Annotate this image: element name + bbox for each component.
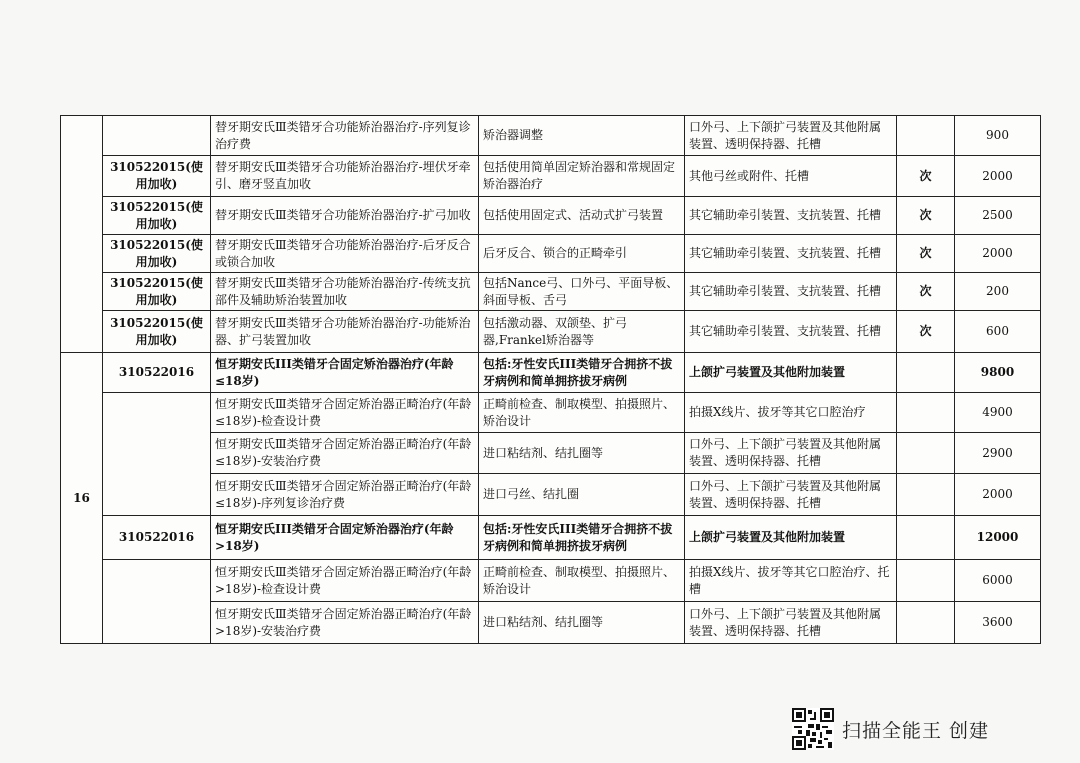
exclusion-cell: 拍摄X线片、拔牙等其它口腔治疗、托槽: [685, 560, 897, 602]
content-cell: 进口粘结剂、结扎圈等: [479, 433, 685, 474]
exclusion-cell: 其它辅助牵引装置、支抗装置、托槽: [685, 197, 897, 235]
unit-cell: [897, 602, 955, 644]
unit-cell: 次: [897, 197, 955, 235]
price-cell: 2000: [955, 235, 1041, 273]
name-cell: 替牙期安氏Ⅲ类错牙合功能矫治器治疗-后牙反合或锁合加收: [211, 235, 479, 273]
code-cell: 310522015(使用加收): [103, 311, 211, 353]
exclusion-cell: 口外弓、上下颌扩弓装置及其他附属装置、透明保持器、托槽: [685, 602, 897, 644]
table-row: [61, 156, 1041, 197]
exclusion-cell: 口外弓、上下颌扩弓装置及其他附属装置、透明保持器、托槽: [685, 474, 897, 516]
exclusion-cell: 口外弓、上下颌扩弓装置及其他附属装置、透明保持器、托槽: [685, 433, 897, 474]
exclusion-cell: 其它辅助牵引装置、支抗装置、托槽: [685, 235, 897, 273]
exclusion-cell: 其它辅助牵引装置、支抗装置、托槽: [685, 311, 897, 353]
price-cell: 2000: [955, 474, 1041, 516]
name-cell: 恒牙期安氏Ⅲ类错牙合固定矫治器正畸治疗(年龄≤18岁)-序列复诊治疗费: [211, 474, 479, 516]
exclusion-cell: 其他弓丝或附件、托槽: [685, 156, 897, 197]
name-cell: 恒牙期安氏Ⅲ类错牙合固定矫治器正畸治疗(年龄≤18岁)-检查设计费: [211, 393, 479, 433]
unit-cell: [897, 560, 955, 602]
unit-cell: [897, 474, 955, 516]
table-row: [61, 235, 1041, 273]
name-cell: 恒牙期安氏III类错牙合固定矫治器治疗(年龄≤18岁): [211, 353, 479, 393]
content-cell: 矫治器调整: [479, 116, 685, 156]
exclusion-cell: 其它辅助牵引装置、支抗装置、托槽: [685, 273, 897, 311]
table-row: [61, 353, 1041, 393]
code-cell: [103, 560, 211, 644]
content-cell: 正畸前检查、制取模型、拍摄照片、矫治设计: [479, 560, 685, 602]
name-cell: 替牙期安氏Ⅲ类错牙合功能矫治器治疗-埋伏牙牵引、磨牙竖直加收: [211, 156, 479, 197]
price-cell: 6000: [955, 560, 1041, 602]
content-cell: 包括:牙性安氏III类错牙合拥挤不拔牙病例和简单拥挤拔牙病例: [479, 353, 685, 393]
seq-cell: [61, 116, 103, 353]
seq-cell: 16: [61, 353, 103, 644]
unit-cell: [897, 516, 955, 560]
unit-cell: 次: [897, 311, 955, 353]
table-row: [61, 197, 1041, 235]
table-row: [61, 116, 1041, 156]
table-row: [61, 516, 1041, 560]
unit-cell: 次: [897, 235, 955, 273]
unit-cell: 次: [897, 156, 955, 197]
price-cell: 2000: [955, 156, 1041, 197]
exclusion-cell: 口外弓、上下颌扩弓装置及其他附属装置、透明保持器、托槽: [685, 116, 897, 156]
content-cell: 包括使用简单固定矫治器和常规固定矫治器治疗: [479, 156, 685, 197]
unit-cell: 次: [897, 273, 955, 311]
price-cell: 4900: [955, 393, 1041, 433]
content-cell: 后牙反合、锁合的正畸牵引: [479, 235, 685, 273]
content-cell: 包括Nance弓、口外弓、平面导板、斜面导板、舌弓: [479, 273, 685, 311]
price-cell: 900: [955, 116, 1041, 156]
unit-cell: [897, 353, 955, 393]
price-cell: 2500: [955, 197, 1041, 235]
exclusion-cell: 上颌扩弓装置及其他附加装置: [685, 353, 897, 393]
table-row: [61, 393, 1041, 433]
code-cell: 310522016: [103, 516, 211, 560]
name-cell: 恒牙期安氏III类错牙合固定矫治器治疗(年龄>18岁): [211, 516, 479, 560]
price-cell: 9800: [955, 353, 1041, 393]
price-cell: 600: [955, 311, 1041, 353]
price-cell: 3600: [955, 602, 1041, 644]
name-cell: 替牙期安氏Ⅲ类错牙合功能矫治器治疗-传统支抗部件及辅助矫治装置加收: [211, 273, 479, 311]
price-table: [60, 115, 1041, 644]
content-cell: 包括使用固定式、活动式扩弓装置: [479, 197, 685, 235]
exclusion-cell: 拍摄X线片、拔牙等其它口腔治疗: [685, 393, 897, 433]
qr-code-icon: [792, 708, 834, 750]
content-cell: 进口弓丝、结扎圈: [479, 474, 685, 516]
name-cell: 恒牙期安氏Ⅲ类错牙合固定矫治器正畸治疗(年龄≤18岁)-安装治疗费: [211, 433, 479, 474]
watermark-text: 扫描全能王 创建: [842, 719, 990, 742]
price-cell: 2900: [955, 433, 1041, 474]
table-row: [61, 560, 1041, 602]
code-cell: 310522015(使用加收): [103, 197, 211, 235]
content-cell: 包括:牙性安氏III类错牙合拥挤不拔牙病例和简单拥挤拔牙病例: [479, 516, 685, 560]
name-cell: 替牙期安氏Ⅲ类错牙合功能矫治器治疗-序列复诊治疗费: [211, 116, 479, 156]
name-cell: 替牙期安氏Ⅲ类错牙合功能矫治器治疗-扩弓加收: [211, 197, 479, 235]
code-cell: 310522015(使用加收): [103, 273, 211, 311]
exclusion-cell: 上颌扩弓装置及其他附加装置: [685, 516, 897, 560]
code-cell: [103, 393, 211, 516]
content-cell: 包括激动器、双颌垫、扩弓器,Frankel矫治器等: [479, 311, 685, 353]
content-cell: 正畸前检查、制取模型、拍摄照片、矫治设计: [479, 393, 685, 433]
table-row: [61, 273, 1041, 311]
unit-cell: [897, 116, 955, 156]
price-cell: 200: [955, 273, 1041, 311]
name-cell: 恒牙期安氏Ⅲ类错牙合固定矫治器正畸治疗(年龄>18岁)-检查设计费: [211, 560, 479, 602]
code-cell: 310522015(使用加收): [103, 156, 211, 197]
code-cell: 310522015(使用加收): [103, 235, 211, 273]
table-row: [61, 311, 1041, 353]
unit-cell: [897, 393, 955, 433]
content-cell: 进口粘结剂、结扎圈等: [479, 602, 685, 644]
code-cell: 310522016: [103, 353, 211, 393]
name-cell: 恒牙期安氏Ⅲ类错牙合固定矫治器正畸治疗(年龄>18岁)-安装治疗费: [211, 602, 479, 644]
name-cell: 替牙期安氏Ⅲ类错牙合功能矫治器治疗-功能矫治器、扩弓装置加收: [211, 311, 479, 353]
price-cell: 12000: [955, 516, 1041, 560]
unit-cell: [897, 433, 955, 474]
code-cell: [103, 116, 211, 156]
scanner-watermark: [792, 707, 989, 751]
